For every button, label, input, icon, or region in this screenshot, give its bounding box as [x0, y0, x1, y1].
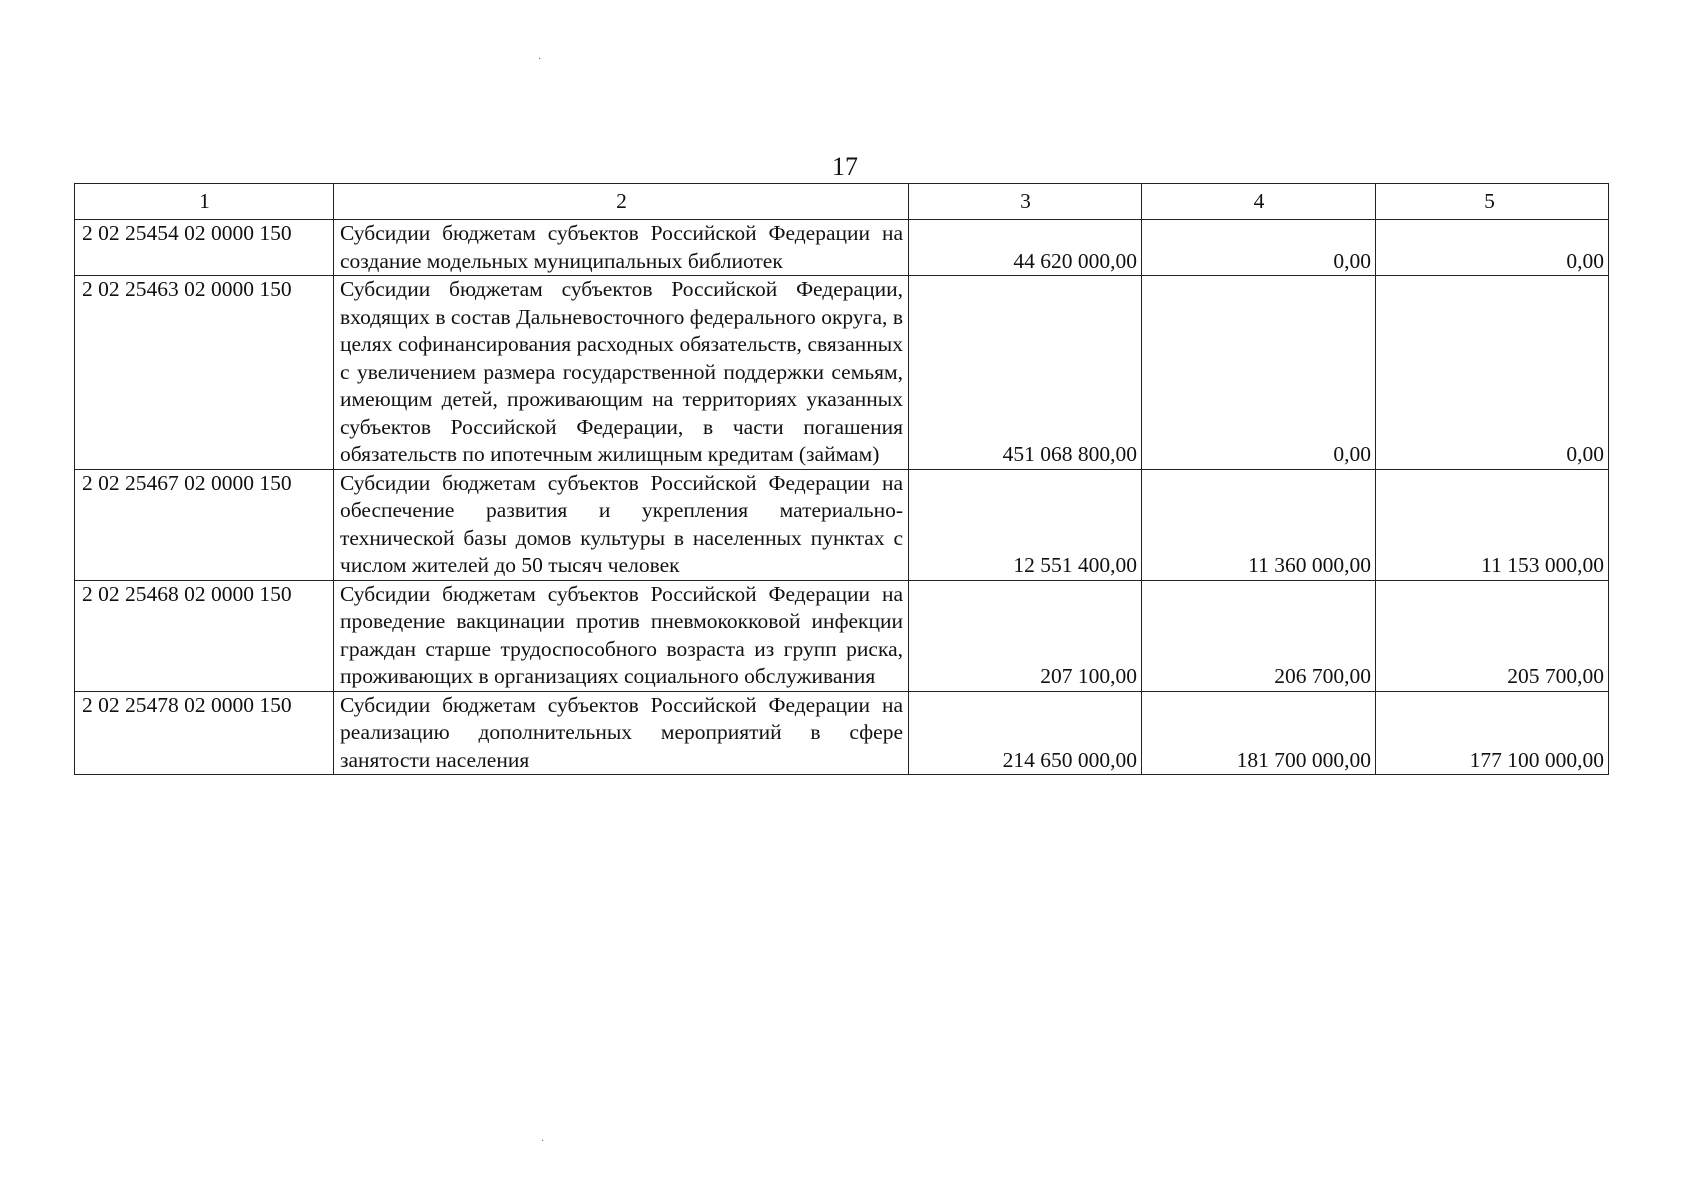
- table-row: [75, 220, 1609, 276]
- scan-speck: ·: [538, 54, 542, 65]
- amount-col-3: 44 620 000,00: [909, 220, 1142, 276]
- table-row: [75, 691, 1609, 775]
- table-row: [75, 276, 1609, 470]
- subsidy-description: Субсидии бюджетам субъектов Российской Федерации на создание модельных муниципальных библиотек: [334, 220, 909, 276]
- amount-col-5: 205 700,00: [1376, 580, 1609, 691]
- column-header-5: 5: [1376, 184, 1609, 220]
- page-number: 17: [832, 152, 858, 181]
- column-header-4: 4: [1142, 184, 1376, 220]
- budget-table: [74, 183, 1609, 775]
- budget-code: 2 02 25454 02 0000 150: [75, 220, 334, 276]
- amount-col-5: 0,00: [1376, 220, 1609, 276]
- amount-col-4: 11 360 000,00: [1142, 469, 1376, 580]
- amount-col-3: 12 551 400,00: [909, 469, 1142, 580]
- subsidy-description: Субсидии бюджетам субъектов Российской Федерации, входящих в состав Дальневосточного федерального округа, в целях софинансирования расходных обязательств, связанных с увеличением размера государственной поддержки семьям, имеющим детей, проживающим на территориях указанных субъектов Российской Федерации, в части погашения обязательств по ипотечным жилищным кредитам (займам): [334, 276, 909, 470]
- amount-col-5: 177 100 000,00: [1376, 691, 1609, 775]
- scan-speck: ·: [541, 1136, 545, 1147]
- amount-col-5: 11 153 000,00: [1376, 469, 1609, 580]
- table-row: [75, 580, 1609, 691]
- amount-col-3: 451 068 800,00: [909, 276, 1142, 470]
- subsidy-description: Субсидии бюджетам субъектов Российской Федерации на обеспечение развития и укрепления материально-технической базы домов культуры в населенных пунктах с числом жителей до 50 тысяч человек: [334, 469, 909, 580]
- budget-code: 2 02 25467 02 0000 150: [75, 469, 334, 580]
- amount-col-4: 206 700,00: [1142, 580, 1376, 691]
- amount-col-5: 0,00: [1376, 276, 1609, 470]
- amount-col-4: 181 700 000,00: [1142, 691, 1376, 775]
- table-row: [75, 469, 1609, 580]
- amount-col-3: 207 100,00: [909, 580, 1142, 691]
- subsidy-description: Субсидии бюджетам субъектов Российской Федерации на реализацию дополнительных мероприятий в сфере занятости населения: [334, 691, 909, 775]
- amount-col-3: 214 650 000,00: [909, 691, 1142, 775]
- amount-col-4: 0,00: [1142, 276, 1376, 470]
- budget-code: 2 02 25463 02 0000 150: [75, 276, 334, 470]
- budget-code: 2 02 25468 02 0000 150: [75, 580, 334, 691]
- header-row: [75, 184, 1609, 220]
- subsidy-description: Субсидии бюджетам субъектов Российской Федерации на проведение вакцинации против пневмококковой инфекции граждан старше трудоспособного возраста из групп риска, проживающих в организациях социального обслуживания: [334, 580, 909, 691]
- amount-col-4: 0,00: [1142, 220, 1376, 276]
- column-header-3: 3: [909, 184, 1142, 220]
- column-header-1: 1: [75, 184, 334, 220]
- budget-code: 2 02 25478 02 0000 150: [75, 691, 334, 775]
- column-header-2: 2: [334, 184, 909, 220]
